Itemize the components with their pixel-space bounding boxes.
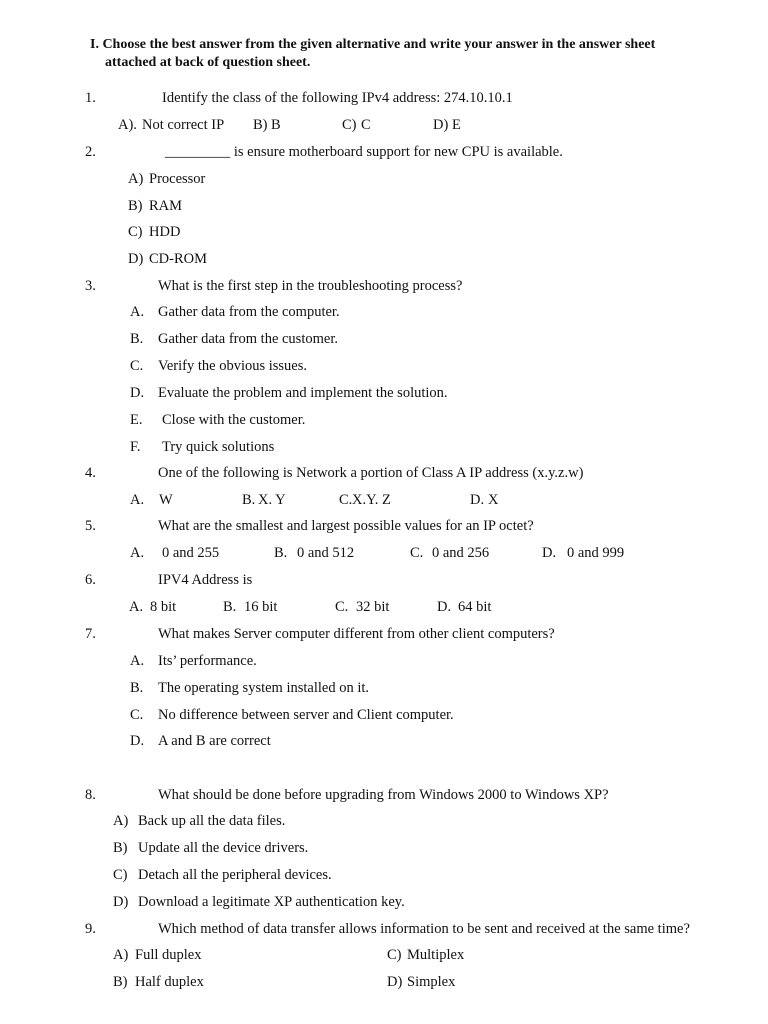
question-text: Identify the class of the following IPv4 address: 274.10.10.1 [162, 90, 513, 106]
option-label: C. [339, 492, 353, 508]
option-label: C. [410, 545, 424, 561]
option-text: Its’ performance. [158, 653, 257, 669]
option-text: 64 bit [458, 599, 492, 615]
option-text: 0 and 999 [567, 545, 625, 561]
option-label: C) [113, 867, 128, 883]
option-label: A. [130, 653, 145, 669]
question-text: What makes Server computer different from other client computers? [158, 626, 555, 642]
option-text: Gather data from the computer. [158, 304, 340, 320]
option-label: D. [130, 733, 145, 749]
option-text: X. Y [258, 492, 286, 508]
option-text: Close with the customer. [162, 412, 306, 428]
option-label: B. [242, 492, 256, 508]
option-label: B. [130, 331, 144, 347]
question-text: IPV4 Address is [158, 572, 253, 588]
option-label: A. [130, 545, 145, 561]
option-label: C. [130, 707, 144, 723]
option-text: Verify the obvious issues. [158, 358, 308, 374]
option-label: E. [130, 412, 143, 428]
option-text: Simplex [407, 974, 456, 990]
option-label: C. [130, 358, 144, 374]
question-text: Which method of data transfer allows information to be sent and received at the same time? [158, 921, 690, 937]
option-text: X.Y. Z [352, 492, 391, 508]
option-label: C) [342, 117, 357, 133]
option-label: C) [128, 224, 143, 240]
option-text: Processor [149, 171, 206, 187]
question-text: What should be done before upgrading from Windows 2000 to Windows XP? [158, 787, 609, 803]
option-label: B) [113, 840, 128, 856]
option-label: A). [118, 117, 137, 133]
question-number: 2. [85, 144, 96, 160]
option-label: D) [113, 894, 129, 910]
instructions-line-2: attached at back of question sheet. [105, 55, 311, 70]
option-label: C. [335, 599, 349, 615]
option-label: A) [113, 813, 129, 829]
option-text: CD-ROM [149, 251, 208, 267]
option-text: X [488, 492, 499, 508]
option-label: D) [128, 251, 144, 267]
option-text: HDD [149, 224, 181, 240]
option-label: D. [437, 599, 452, 615]
instructions-line-1: I. Choose the best answer from the given alternative and write your answer in the answer sheet [90, 37, 656, 52]
question-number: 3. [85, 278, 96, 294]
option-text: Gather data from the customer. [158, 331, 338, 347]
option-label: F. [130, 439, 141, 455]
option-text: 0 and 255 [162, 545, 220, 561]
option-text: No difference between server and Client computer. [158, 707, 454, 723]
option-text: Try quick solutions [162, 439, 275, 455]
question-text: One of the following is Network a portion of Class A IP address (x.y.z.w) [158, 465, 584, 481]
option-text: A and B are correct [158, 733, 271, 749]
option-text: Not correct IP [142, 117, 225, 133]
option-label: D. [130, 385, 145, 401]
option-label: B) [253, 117, 268, 133]
option-label: B. [274, 545, 288, 561]
option-text: Half duplex [135, 974, 204, 990]
option-label: A. [129, 599, 144, 615]
option-text: W [159, 492, 173, 508]
option-text: Update all the device drivers. [138, 840, 309, 856]
option-label: A) [113, 947, 129, 963]
option-text: 16 bit [244, 599, 278, 615]
question-text: _________ is ensure motherboard support for new CPU is available. [165, 144, 563, 160]
question-number: 5. [85, 518, 96, 534]
option-label: D) [433, 117, 449, 133]
question-number: 8. [85, 787, 96, 803]
question-number: 1. [85, 90, 96, 106]
option-label: B. [130, 680, 144, 696]
question-number: 9. [85, 921, 96, 937]
option-label: A) [128, 171, 144, 187]
option-label: D) [387, 974, 403, 990]
option-label: B) [113, 974, 128, 990]
option-text: 32 bit [356, 599, 390, 615]
option-text: Full duplex [135, 947, 202, 963]
option-text: C [361, 117, 371, 133]
question-text: What are the smallest and largest possible values for an IP octet? [158, 518, 534, 534]
option-text: 0 and 512 [297, 545, 355, 561]
option-text: Back up all the data files. [138, 813, 286, 829]
option-text: B [271, 117, 281, 133]
option-text: Download a legitimate XP authentication key. [138, 894, 405, 910]
option-label: B) [128, 198, 143, 214]
option-label: A. [130, 492, 145, 508]
option-label: C) [387, 947, 402, 963]
option-label: B. [223, 599, 237, 615]
option-text: E [452, 117, 461, 133]
question-text: What is the first step in the troubleshooting process? [158, 278, 463, 294]
option-text: 8 bit [150, 599, 177, 615]
option-text: RAM [149, 198, 183, 214]
question-number: 4. [85, 465, 96, 481]
question-number: 6. [85, 572, 96, 588]
option-label: D. [542, 545, 557, 561]
option-text: The operating system installed on it. [158, 680, 370, 696]
option-text: 0 and 256 [432, 545, 490, 561]
option-text: Multiplex [407, 947, 465, 963]
question-number: 7. [85, 626, 96, 642]
option-label: D. [470, 492, 485, 508]
option-text: Evaluate the problem and implement the solution. [158, 385, 448, 401]
option-label: A. [130, 304, 145, 320]
option-text: Detach all the peripheral devices. [138, 867, 332, 883]
